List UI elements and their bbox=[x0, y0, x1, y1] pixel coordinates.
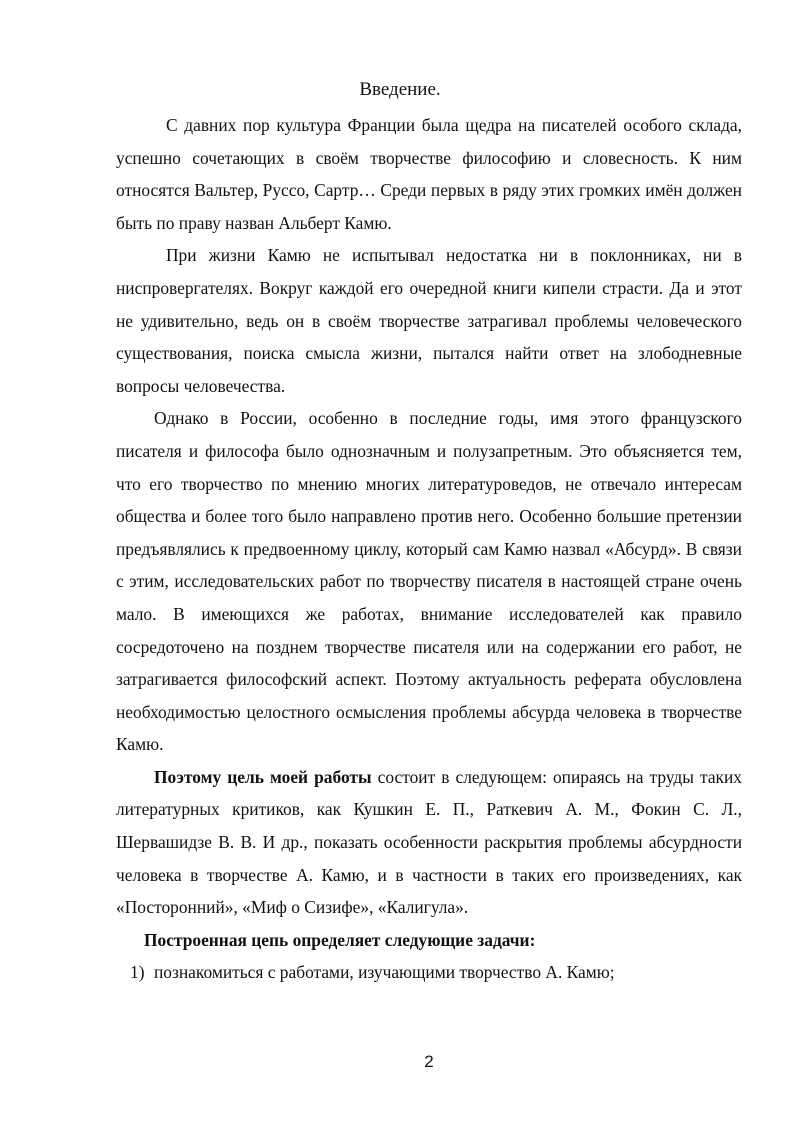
task-list bbox=[116, 956, 742, 989]
paragraph-goal bbox=[116, 761, 742, 924]
paragraph-russia: Однако в России, особенно в последние годы, имя этого французского писателя и философа было однозначным и полузапретным. Это объясняется тем, что его творчество по мнению многих литературоведов, не отвечало интересам общества и более того было направлено против него. Особенно большие претензии предъявлялись к предвоенному циклу, который сам Камю назвал «Абсурд». В связи с этим, исследовательских работ по творчеству писателя в настоящей стране очень мало. В имеющихся же работах, внимание исследователей как правило сосредоточено на позднем творчестве писателя или на содержании его работ, не затрагивается философский аспект. Поэтому актуальность реферата обусловлена необходимостью целостного осмысления проблемы абсурда человека в творчестве Камю. bbox=[116, 408, 742, 755]
paragraph-camus-life: При жизни Камю не испытывал недостатка ни в поклонниках, ни в ниспровергателях. Вокруг каждой его очередной книги кипели страсти. Да и этот не удивительно, ведь он в своём творчестве затрагивал проблемы человеческого существования, поиска смысла жизни, пытался найти ответ на злободневные вопросы человечества. bbox=[116, 245, 742, 396]
list-item bbox=[116, 956, 742, 989]
page-title: Введение. bbox=[359, 79, 441, 100]
paragraph-intro: С давних пор культура Франции была щедра на писателей особого склада, успешно сочетающих в своём творчестве философию и словесность. К ним относятся Вальтер, Руссо, Сартр… Среди первых в ряду этих громких имён должен быть по праву назван Альберт Камю. bbox=[116, 115, 742, 233]
goal-bold-text: Поэтому цель моей работы bbox=[154, 766, 372, 787]
goal-text: состоит в следующем: опираясь на труды таких литературных критиков, как Кушкин Е. П., Раткевич А. М., Фокин С. Л., Шервашидзе В. В. И др., показать особенности раскрытия проблемы абсурдности человека в творчестве А. Камю, и в частности в таких его произведениях, как «Посторонний», «Миф о Сизифе», «Калигула». bbox=[116, 766, 743, 918]
tasks-heading: Построенная цепь определяет следующие задачи: bbox=[144, 929, 536, 950]
task-number: 1) bbox=[130, 962, 145, 983]
body-text bbox=[116, 109, 742, 989]
page-number: 2 bbox=[424, 1052, 434, 1071]
task-text: познакомиться с работами, изучающими творчество А. Камю; bbox=[154, 962, 615, 983]
